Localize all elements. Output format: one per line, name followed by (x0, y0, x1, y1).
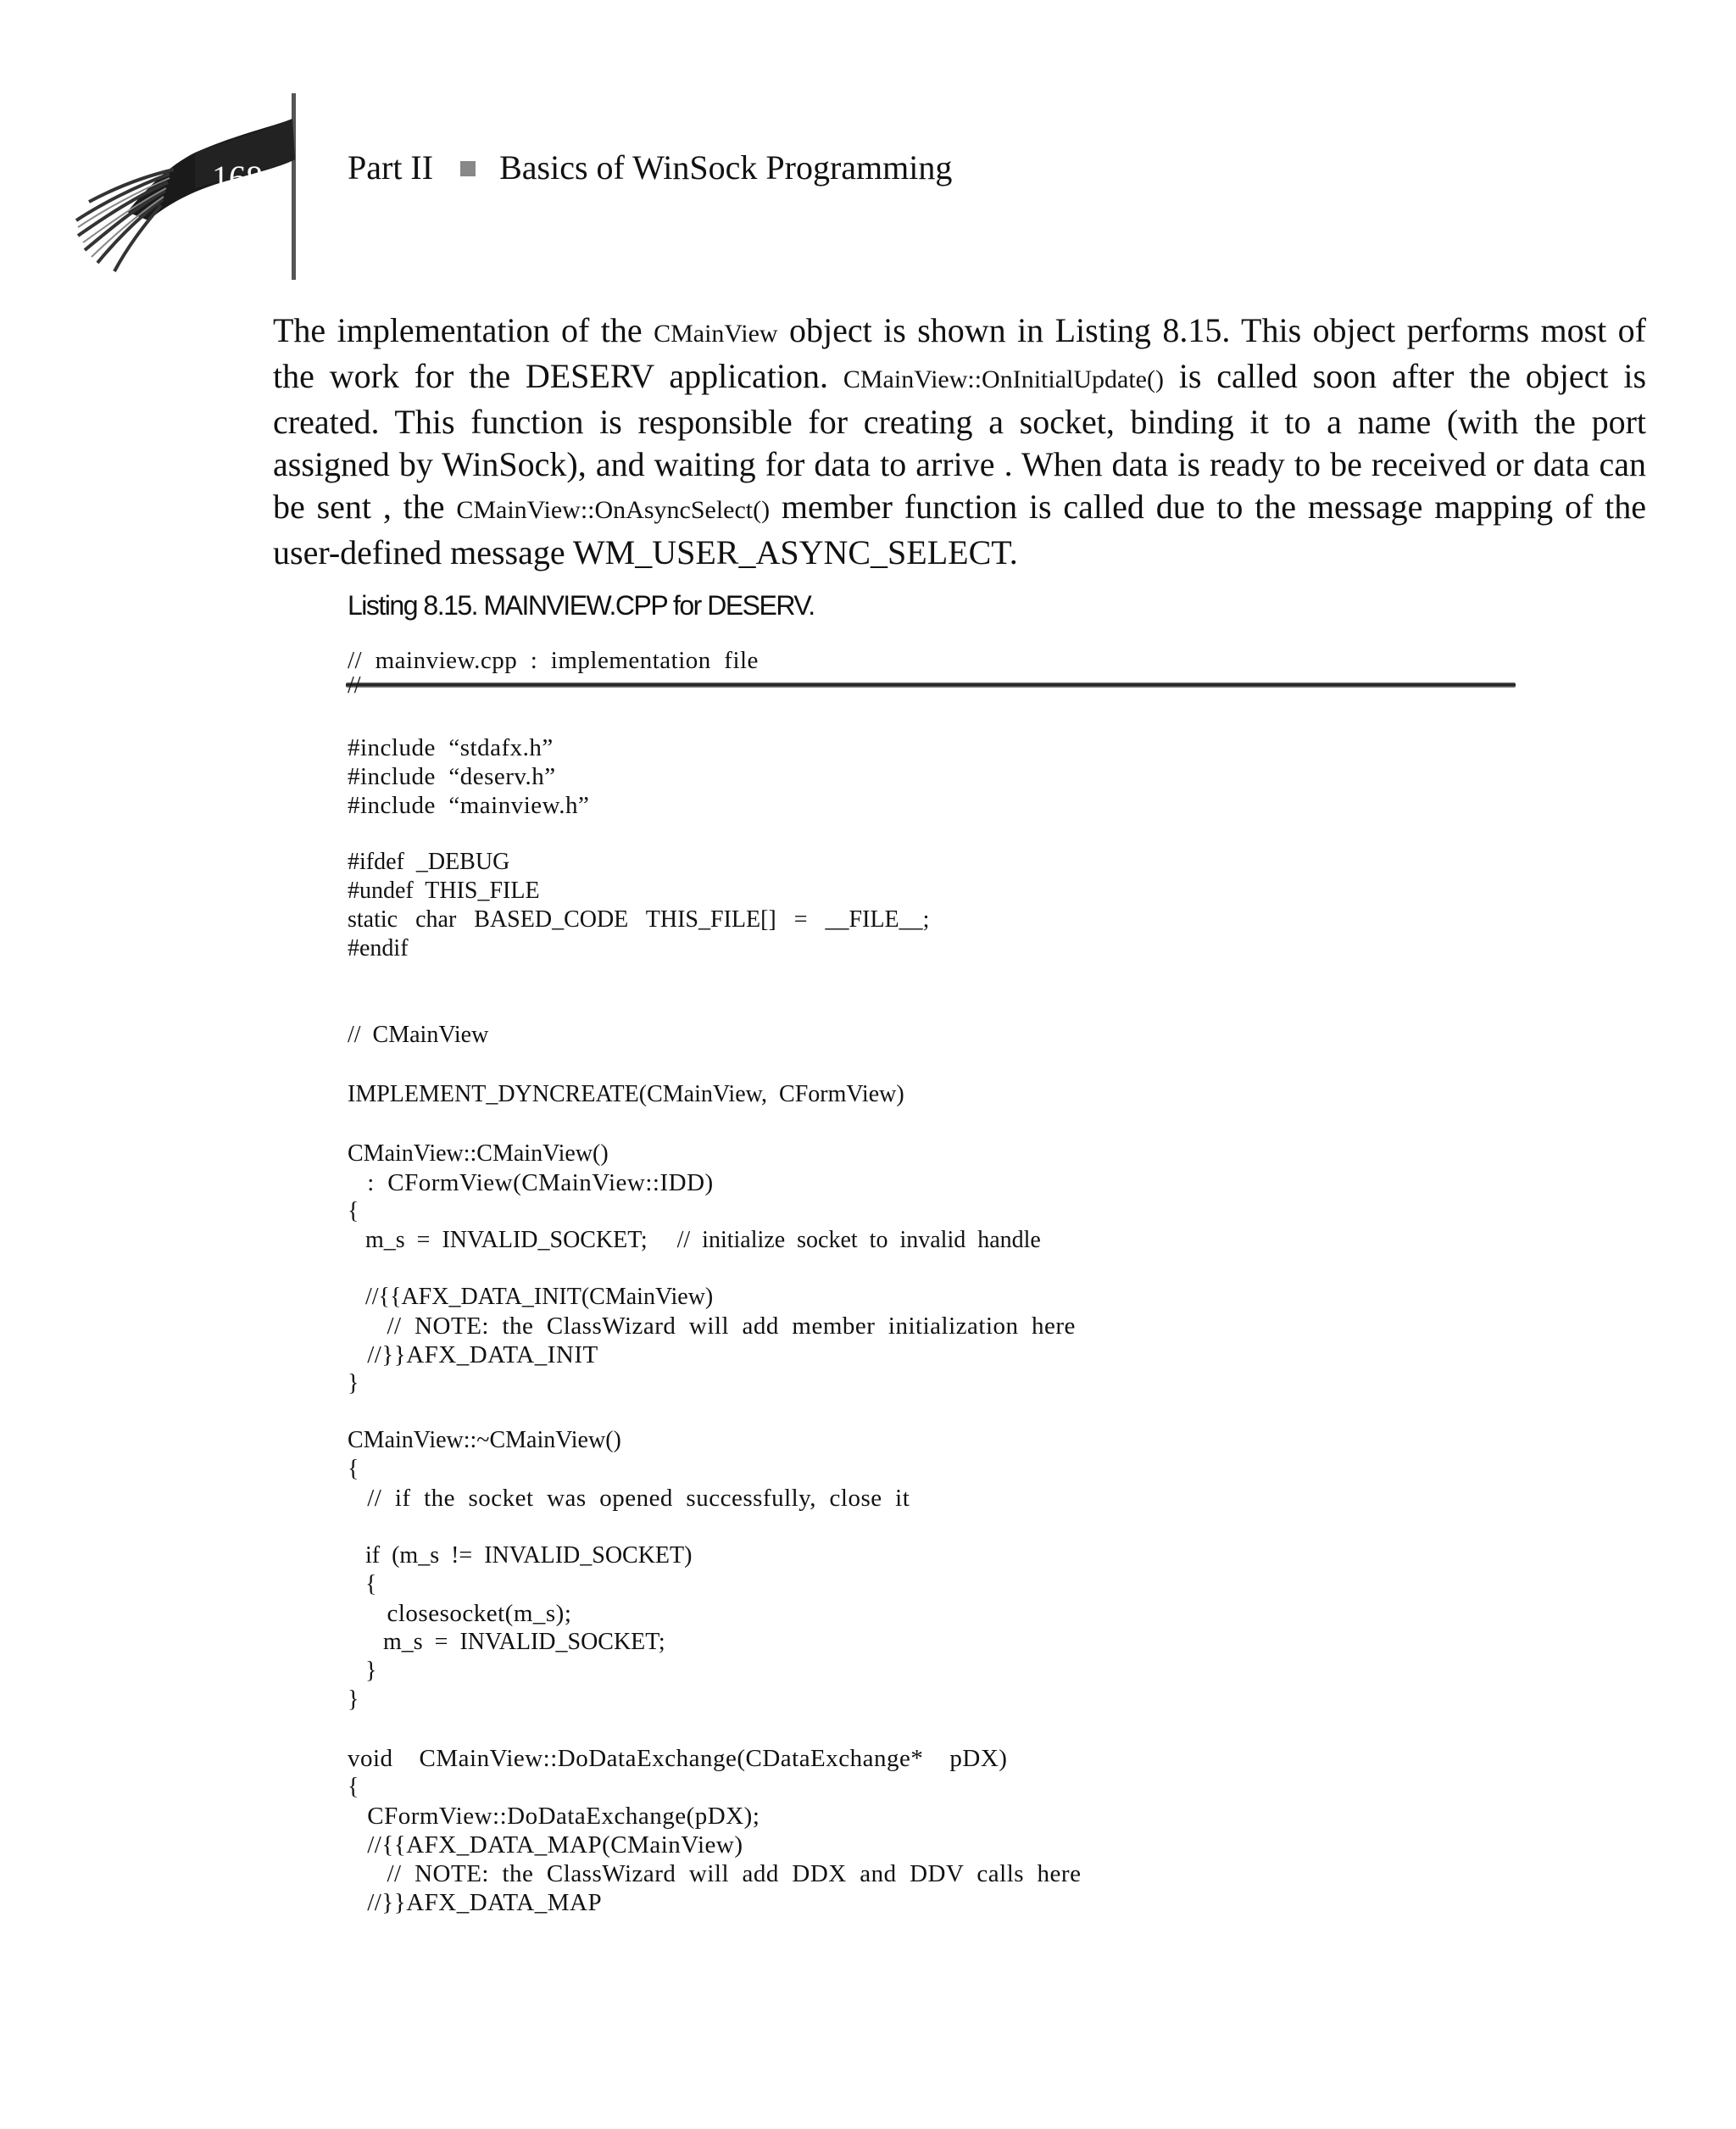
code-line: // NOTE: the ClassWizard will add member initialization here (348, 1313, 1076, 1340)
square-bullet-icon (460, 161, 476, 176)
code-line: : CFormView(CMainView::IDD) (348, 1169, 714, 1196)
code-line: } (348, 1658, 377, 1684)
code-line: CMainView::CMainView() (348, 1140, 609, 1167)
code-line: { (348, 1456, 359, 1482)
code-line: CFormView::DoDataExchange(pDX); (348, 1803, 760, 1830)
listing-rule (346, 683, 1516, 688)
code-line: #include “deserv.h” (348, 763, 556, 790)
code-line: { (348, 1571, 377, 1597)
code-line: CMainView::~CMainView() (348, 1427, 621, 1453)
code-line: //{{AFX_DATA_INIT(CMainView) (348, 1284, 714, 1310)
code-line: //}}AFX_DATA_MAP (348, 1889, 603, 1916)
code-line: { (348, 1774, 359, 1800)
code-line: #include “mainview.h” (348, 792, 590, 819)
code-line: // NOTE: the ClassWizard will add DDX and DDV calls here (348, 1860, 1082, 1887)
code-line: //}}AFX_DATA_INIT (348, 1341, 598, 1368)
running-head (348, 148, 952, 187)
code-line: #include “stdafx.h” (348, 734, 554, 761)
code-line: // mainview.cpp : implementation file (348, 647, 759, 674)
paragraph-text: is called soon after the object is created. This function is responsible for creating a socket, binding it to a name (with the port assigned by WinSock), and waiting for data to arrive . When data is ready to be received or data can be sent , the (273, 357, 1647, 526)
code-line: IMPLEMENT_DYNCREATE(CMainView, CFormView) (348, 1081, 904, 1107)
code-line: #endif (348, 935, 409, 961)
code-line: //{{AFX_DATA_MAP(CMainView) (348, 1831, 743, 1859)
paragraph-text: object is shown in Listing 8.15. This object performs most of the work for the DESERV application. (273, 311, 1646, 395)
paragraph-text: member function is called due to the message mapping of the user-defined message WM_USER_ASYNC_SELECT. (273, 488, 1646, 571)
code-line: // if the socket was opened successfully, close it (348, 1485, 910, 1512)
code-line: } (348, 1686, 359, 1713)
code-line: void CMainView::DoDataExchange(CDataExchange* pDX) (348, 1745, 1008, 1772)
code-line: // (348, 672, 361, 699)
code-line: if (m_s != INVALID_SOCKET) (348, 1542, 693, 1569)
code-line: // CMainView (348, 1022, 489, 1048)
listing-caption: Listing 8.15. MAINVIEW.CPP for DESERV. (348, 590, 815, 621)
inline-code: CMainView::OnAsyncSelect() (456, 496, 771, 524)
paragraph-text: The implementation of the (273, 311, 654, 349)
chapter-title: Basics of WinSock Programming (499, 148, 953, 187)
inline-code: CMainView (654, 320, 778, 348)
page-number: 168 (212, 159, 263, 197)
code-line: m_s = INVALID_SOCKET; (348, 1629, 665, 1655)
inline-code: CMainView::OnInitialUpdate() (843, 365, 1164, 393)
code-line: { (348, 1198, 359, 1224)
code-line: } (348, 1370, 359, 1396)
code-line: #ifdef _DEBUG (348, 849, 510, 875)
part-label: Part II (348, 148, 434, 187)
code-line: #undef THIS_FILE (348, 878, 540, 904)
body-paragraph (273, 309, 1646, 574)
code-line: static char BASED_CODE THIS_FILE[] = __FILE__; (348, 906, 930, 933)
feather-flag-icon (68, 93, 322, 288)
code-line: closesocket(m_s); (348, 1600, 572, 1627)
code-line: m_s = INVALID_SOCKET; // initialize socket to invalid handle (348, 1227, 1041, 1253)
